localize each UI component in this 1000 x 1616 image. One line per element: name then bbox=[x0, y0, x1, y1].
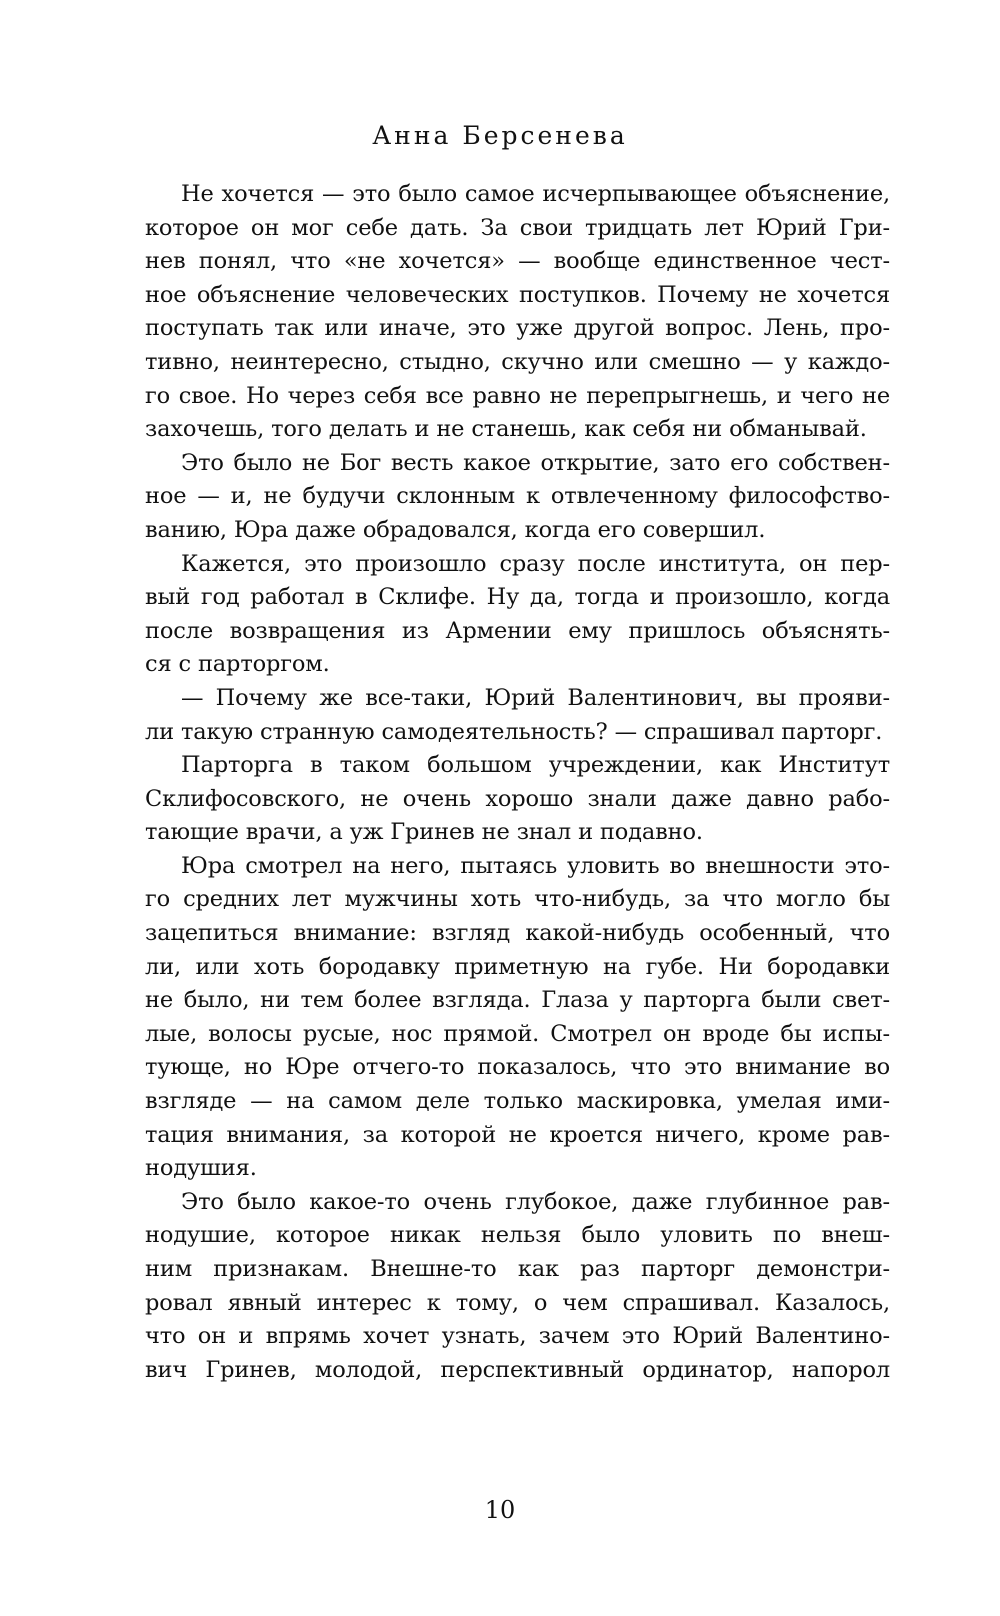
text-line: го свое. Но через себя все равно не перепрыгнешь, и чего не bbox=[145, 382, 890, 409]
text-line: что он и впрямь хочет узнать, зачем это Юрий Валентино- bbox=[145, 1323, 890, 1350]
page-number: 10 bbox=[484, 1496, 516, 1524]
text-line: ли такую странную самодеятельность? — спрашивал парторг. bbox=[145, 718, 883, 745]
text-line: ное объяснение человеческих поступков. Почему не хочется bbox=[145, 281, 890, 308]
text-line: взгляде — на самом деле только маскировка, умелая ими- bbox=[145, 1088, 890, 1115]
text-line: ванию, Юра даже обрадовался, когда его совершил. bbox=[145, 516, 766, 543]
text-line: го средних лет мужчины хоть что-нибудь, за что могло бы bbox=[145, 886, 890, 913]
text-line: ся с парторгом. bbox=[145, 651, 330, 678]
text-line: Юра смотрел на него, пытаясь уловить во внешности это- bbox=[181, 852, 890, 879]
text-line: Кажется, это произошло сразу после института, он пер- bbox=[181, 550, 890, 577]
text-line: нев понял, что «не хочется» — вообще единственное чест- bbox=[145, 248, 890, 275]
text-line: — Почему же все-таки, Юрий Валентинович, вы прояви- bbox=[181, 684, 890, 711]
text-line: не было, ни тем более взгляда. Глаза у парторга были свет- bbox=[145, 987, 890, 1014]
running-head-author: Анна Берсенева bbox=[372, 121, 628, 150]
text-line: ли, или хоть бородавку приметную на губе. Ни бородавки bbox=[145, 953, 890, 980]
text-line: лые, волосы русые, нос прямой. Смотрел он вроде бы испы- bbox=[145, 1020, 890, 1047]
text-line: которое он мог себе дать. За свои тридцать лет Юрий Гри- bbox=[145, 214, 890, 241]
text-line: тующе, но Юре отчего-то показалось, что это внимание во bbox=[145, 1054, 890, 1081]
text-line: ровал явный интерес к тому, о чем спрашивал. Казалось, bbox=[145, 1289, 890, 1316]
text-line: ним признакам. Внешне-то как раз парторг демонстри- bbox=[145, 1256, 890, 1282]
text-line: тация внимания, за которой не кроется ничего, кроме рав- bbox=[145, 1121, 890, 1148]
text-line: Это было не Бог весть какое открытие, зато его собствен- bbox=[181, 449, 890, 476]
text-line: Не хочется — это было самое исчерпывающее объяснение, bbox=[181, 181, 890, 207]
text-line: Склифосовского, не очень хорошо знали даже давно рабо- bbox=[145, 785, 890, 812]
page-body bbox=[145, 178, 890, 1387]
text-line: тивно, неинтересно, стыдно, скучно или смешно — у каждо- bbox=[145, 348, 890, 375]
text-line: Это было какое-то очень глубокое, даже глубинное рав- bbox=[181, 1188, 890, 1215]
text-line: захочешь, того делать и не станешь, как себя ни обманывай. bbox=[145, 416, 867, 443]
text-line: после возвращения из Армении ему пришлось объяснять- bbox=[145, 617, 890, 644]
text-line: тающие врачи, а уж Гринев не знал и подавно. bbox=[145, 819, 703, 846]
text-line: нодушия. bbox=[145, 1155, 257, 1182]
text-line: ное — и, не будучи склонным к отвлеченному философство- bbox=[145, 483, 890, 510]
text-line: нодушие, которое никак нельзя было уловить по внеш- bbox=[145, 1222, 890, 1249]
text-line: вый год работал в Склифе. Ну да, тогда и произошло, когда bbox=[145, 584, 890, 611]
text-line: зацепиться внимание: взгляд какой-нибудь особенный, что bbox=[145, 920, 890, 947]
text-line: поступать так или иначе, это уже другой вопрос. Лень, про- bbox=[145, 315, 890, 342]
text-line: вич Гринев, молодой, перспективный ординатор, напорол bbox=[145, 1356, 890, 1383]
text-line: Парторга в таком большом учреждении, как Институт bbox=[181, 752, 890, 779]
